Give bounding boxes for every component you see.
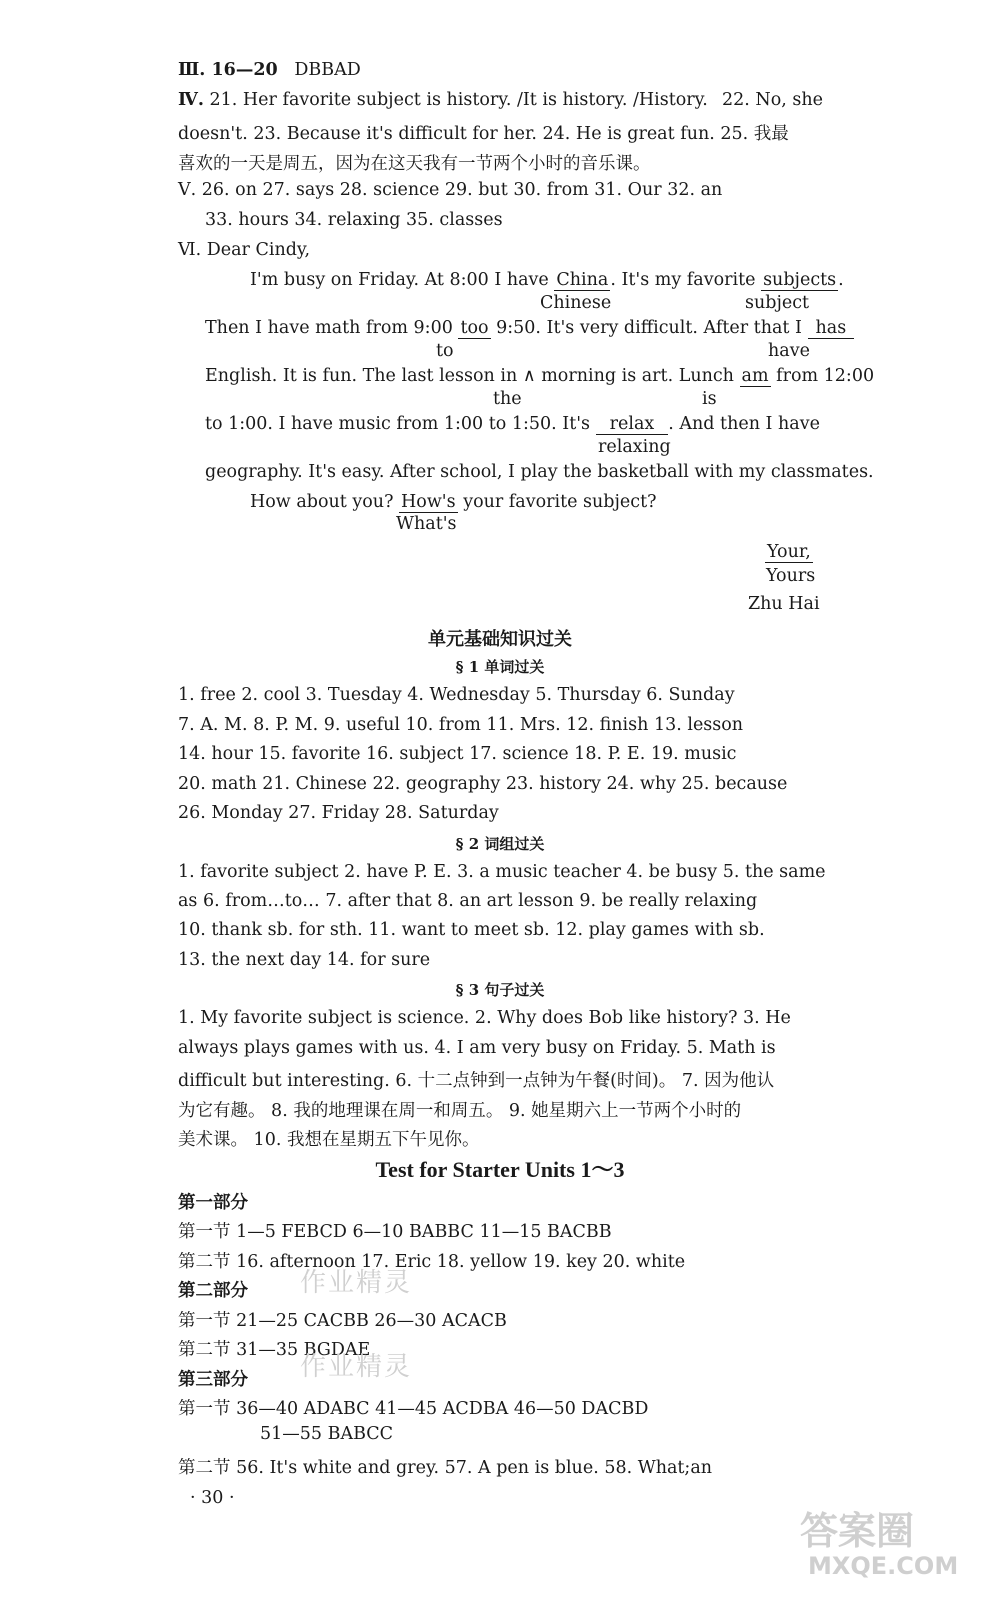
section-3-line xyxy=(178,60,361,80)
test-part-2: 第二部分 xyxy=(178,1281,248,1301)
test-part-3: 第三部分 xyxy=(178,1370,248,1390)
section-4-line-1 xyxy=(178,90,708,110)
test-part-2-sec-2: 第二节 31—35 BGDAE xyxy=(178,1340,371,1360)
letter-line-6 xyxy=(250,492,657,512)
letter-text: morning is art. Lunch xyxy=(541,366,734,386)
watermark: 作业精灵 xyxy=(300,1352,413,1382)
letter-text: your favorite subject? xyxy=(463,492,657,512)
letter-text: . xyxy=(838,270,844,290)
sentences-line-2: always plays games with us. 4. I am very busy on Friday. 5. Math is xyxy=(178,1038,776,1058)
correction-chinese: Chinese xyxy=(540,293,612,313)
correction-the: the xyxy=(493,389,522,409)
letter-line-1 xyxy=(250,270,844,290)
section-4-text-1: 21. Her favorite subject is history. /It is history. /History. xyxy=(209,90,708,110)
error-word-china: China xyxy=(556,270,609,290)
sentences-line-5: 美术课。 10. 我想在星期五下午见你。 xyxy=(178,1130,480,1150)
phrases-line-3: 10. thank sb. for sth. 11. want to meet sb. 12. play games with sb. xyxy=(178,920,765,940)
letter-text: . And then I have xyxy=(668,414,820,434)
section-4-line-3: 喜欢的一天是周五，因为在这天我有一节两个小时的音乐课。 xyxy=(178,154,651,174)
letter-text: English. It is fun. The last lesson in xyxy=(205,366,518,386)
section-4-line-1b: 22. No, she xyxy=(722,90,823,110)
correction-subject: subject xyxy=(745,293,810,313)
section-3-label: Ⅲ. 16—20 xyxy=(178,60,278,80)
error-word-hows: How's xyxy=(401,492,456,512)
correction-have: have xyxy=(768,341,810,361)
letter-line-5: geography. It's easy. After school, I play the basketball with my classmates. xyxy=(205,462,874,482)
letter-sign-your xyxy=(765,542,813,562)
test-part-1: 第一部分 xyxy=(178,1193,248,1213)
section-5-line-1: Ⅴ. 26. on 27. says 28. science 29. but 30. from 31. Our 32. an xyxy=(178,180,723,200)
phrases-line-2: as 6. from…to… 7. after that 8. an art lesson 9. be really relaxing xyxy=(178,891,758,911)
test-part-1-sec-1: 第一节 1—5 FEBCD 6—10 BABBC 11—15 BACBB xyxy=(178,1222,612,1242)
sentences-line-4: 为它有趣。 8. 我的地理课在周一和周五。 9. 她星期六上一节两个小时的 xyxy=(178,1101,742,1121)
brand-logo-text: 答案圈 xyxy=(800,1509,915,1553)
correction-relaxing: relaxing xyxy=(598,437,671,457)
brand-url: MXQE.COM xyxy=(808,1552,959,1580)
test-part-3-sec-1: 第一节 36—40 ADABC 41—45 ACDBA 46—50 DACBD xyxy=(178,1399,649,1419)
sentences-line-1: 1. My favorite subject is science. 2. Why does Bob like history? 3. He xyxy=(178,1008,791,1028)
test-part-1-sec-2: 第二节 16. afternoon 17. Eric 18. yellow 19. key 20. white xyxy=(178,1252,686,1272)
error-word-your: Your, xyxy=(767,542,811,562)
error-word-has: has xyxy=(808,318,855,339)
test-part-3-sec-1b: 51—55 BABCC xyxy=(260,1424,394,1444)
words-line-3: 14. hour 15. favorite 16. subject 17. science 18. P. E. 19. music xyxy=(178,744,737,764)
letter-line-4 xyxy=(205,414,820,434)
error-word-am: am xyxy=(741,366,769,386)
letter-text: from 12:00 xyxy=(776,366,875,386)
test-part-3-sec-2: 第二节 56. It's white and grey. 57. A pen is blue. 58. What;an xyxy=(178,1458,713,1478)
phrases-line-1: 1. favorite subject 2. have P. E. 3. a music teacher 4. be busy 5. the same xyxy=(178,862,826,882)
section-4-label: Ⅳ. xyxy=(178,90,204,110)
insert-caret: ∧ xyxy=(522,366,536,386)
watermark: 作业精灵 xyxy=(300,1268,413,1298)
letter-text: to 1:00. I have music from 1:00 to 1:50. It's xyxy=(205,414,591,434)
correction-is: is xyxy=(702,389,717,409)
sentences-line-3: difficult but interesting. 6. 十二点钟到一点钟为午餐(时间)。 7. 因为他认 xyxy=(178,1071,775,1091)
words-line-4: 20. math 21. Chinese 22. geography 23. history 24. why 25. because xyxy=(178,774,788,794)
error-word-too: too xyxy=(460,318,489,338)
letter-text: 9:50. It's very difficult. After that I xyxy=(496,318,802,338)
letter-text: . It's my favorite xyxy=(610,270,756,290)
correction-to: to xyxy=(436,341,454,361)
sentences-heading: § 3 句子过关 xyxy=(455,981,545,999)
phrases-heading: § 2 词组过关 xyxy=(455,835,545,853)
words-line-1: 1. free 2. cool 3. Tuesday 4. Wednesday 5. Thursday 6. Sunday xyxy=(178,685,735,705)
letter-greeting: Ⅵ. Dear Cindy, xyxy=(178,240,311,260)
letter-signature: Zhu Hai xyxy=(748,594,820,614)
test-title: Test for Starter Units 1～3 xyxy=(375,1157,625,1182)
section-4-line-2: doesn't. 23. Because it's difficult for her. 24. He is great fun. 25. 我最 xyxy=(178,124,789,144)
error-word-relax: relax xyxy=(596,414,669,435)
letter-text: How about you? xyxy=(250,492,394,512)
correction-whats: What's xyxy=(396,514,457,534)
section-3-answers: DBBAD xyxy=(294,60,361,80)
letter-text: I'm busy on Friday. At 8:00 I have xyxy=(250,270,549,290)
words-line-2: 7. A. M. 8. P. M. 9. useful 10. from 11. Mrs. 12. finish 13. lesson xyxy=(178,715,744,735)
unit-title: 单元基础知识过关 xyxy=(428,629,572,650)
section-5-line-2: 33. hours 34. relaxing 35. classes xyxy=(205,210,503,230)
error-word-subjects: subjects xyxy=(763,270,837,290)
phrases-line-4: 13. the next day 14. for sure xyxy=(178,950,431,970)
letter-line-2 xyxy=(205,318,854,338)
letter-text: Then I have math from 9:00 xyxy=(205,318,453,338)
letter-line-3 xyxy=(205,366,874,386)
words-heading: § 1 单词过关 xyxy=(455,658,545,676)
correction-yours: Yours xyxy=(766,566,816,586)
page-number: · 30 · xyxy=(190,1488,235,1508)
test-part-2-sec-1: 第一节 21—25 CACBB 26—30 ACACB xyxy=(178,1311,507,1331)
words-line-5: 26. Monday 27. Friday 28. Saturday xyxy=(178,803,499,823)
